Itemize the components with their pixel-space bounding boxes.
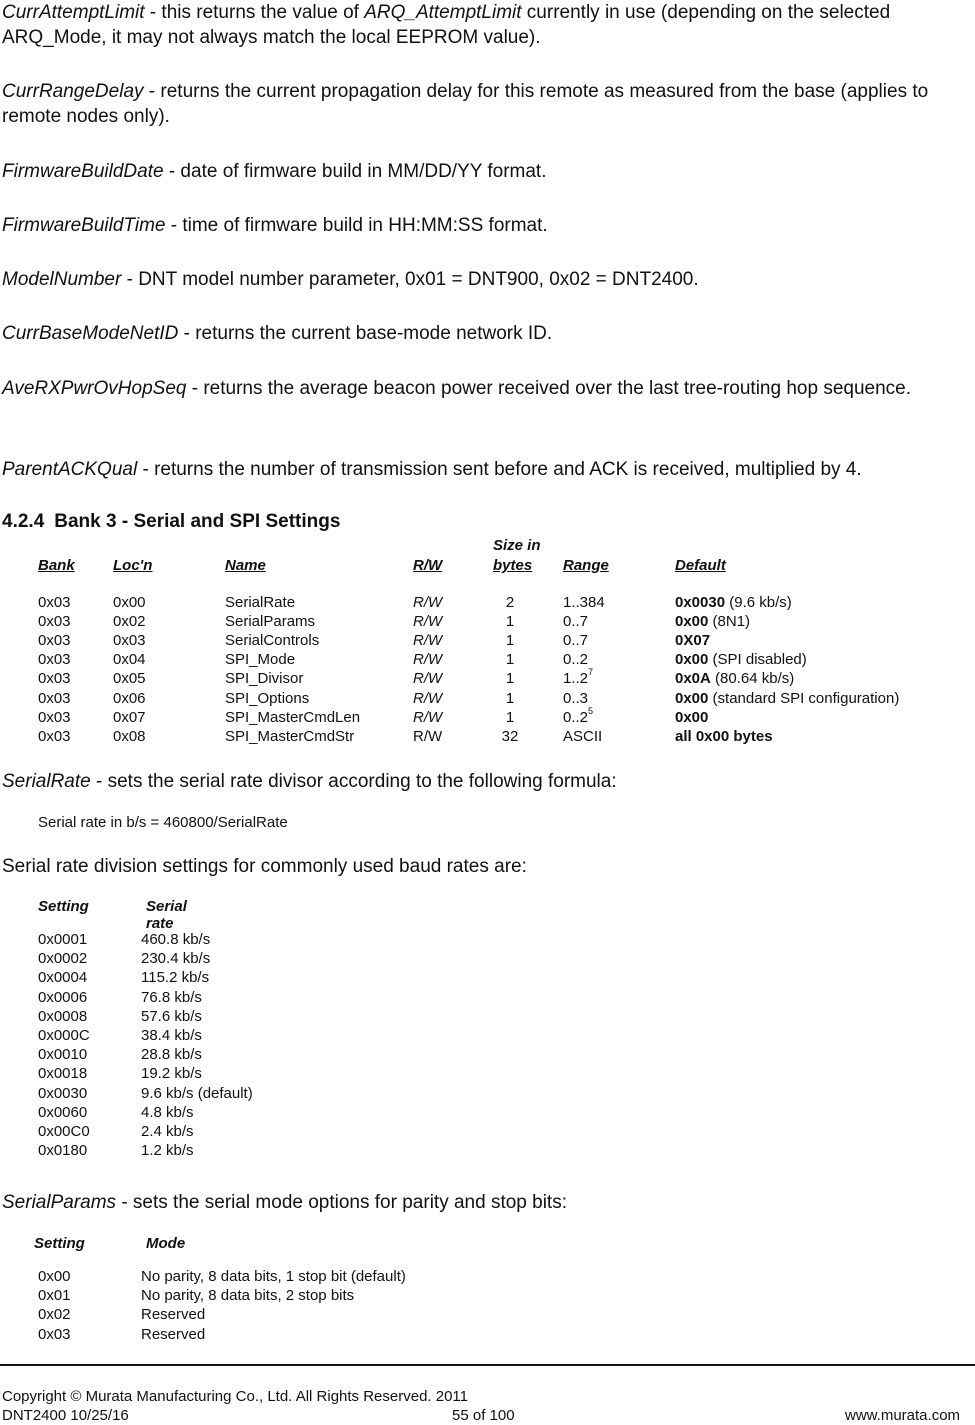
cell-bank: 0x03: [38, 613, 71, 631]
default-value: 0X07: [675, 632, 711, 650]
param-desc: - sets the serial rate divisor according to the following formula:: [90, 771, 617, 792]
cell-bank: 0x03: [38, 651, 71, 669]
cell-name: SPI_Options: [225, 689, 310, 707]
cell-locn: 0x00: [113, 594, 146, 611]
para-parent-ack-qual: [2, 457, 970, 482]
cell-setting: 0x0006: [38, 988, 88, 1006]
footer-divider: [0, 1364, 975, 1366]
param-desc: currently in use (depending on the selected ARQ_Mode, it may not always match the local EEPROM value).: [2, 2, 891, 48]
default-note: (8N1): [708, 613, 751, 631]
default-value: 0x00: [675, 708, 709, 726]
range-value: 0..7: [563, 632, 589, 650]
cell-default: [675, 594, 792, 611]
table-row: [0, 690, 975, 709]
cell-setting: 0x0018: [38, 1065, 88, 1083]
cell-value: 115.2 kb/s: [141, 969, 210, 987]
cell-default: [675, 613, 750, 630]
cell-value: Reserved: [141, 1306, 206, 1324]
param-term: FirmwareBuildDate: [2, 161, 164, 182]
range-value: 0..3: [563, 689, 589, 707]
cell-name: SPI_Mode: [225, 651, 296, 669]
cell-bank: 0x03: [38, 727, 71, 745]
table-row: [0, 667, 975, 689]
header-size-top: Size in: [493, 537, 541, 554]
cell-value: Reserved: [141, 1325, 206, 1343]
cell-range: [563, 667, 594, 688]
param-desc: - date of firmware build in MM/DD/YY format.: [163, 161, 547, 182]
cell-value: 9.6 kb/s (default): [141, 1084, 253, 1102]
cell-size: 2: [505, 594, 515, 611]
footnote-ref: 7: [588, 667, 594, 678]
cell-setting: 0x00: [38, 1268, 71, 1285]
cell-value: 19.2 kb/s: [141, 1065, 202, 1083]
cell-range: [563, 594, 605, 611]
cell-value: 38.4 kb/s: [141, 1027, 202, 1044]
header-setting: Setting: [34, 1235, 85, 1252]
cell-locn: 0x06: [113, 689, 146, 707]
cell-rw: R/W: [413, 613, 443, 631]
serial-rate-formula: Serial rate in b/s = 460800/SerialRate: [38, 814, 288, 831]
param-desc: - returns the number of transmission sent before and ACK is received, multiplied by 4.: [137, 459, 862, 480]
cell-size: 1: [505, 670, 515, 688]
cell-rw: R/W: [413, 670, 443, 688]
cell-rw: R/W: [413, 651, 443, 669]
param-term-ref: ARQ_AttemptLimit: [364, 2, 522, 23]
cell-rw: R/W: [413, 727, 443, 745]
default-value: 0x00: [675, 651, 709, 669]
cell-setting: 0x0008: [38, 1007, 88, 1025]
cell-value: No parity, 8 data bits, 1 stop bit (default): [141, 1268, 406, 1285]
para-curr-base-mode-netid: [2, 321, 970, 346]
section-heading: [2, 511, 340, 533]
param-term: CurrRangeDelay: [2, 81, 144, 102]
para-curr-attempt-limit: [2, 0, 970, 50]
para-firmware-build-time: [2, 213, 970, 238]
cell-locn: 0x07: [113, 708, 146, 726]
header-serial-rate: Serial rate: [146, 898, 187, 932]
para-serial-params: [2, 1190, 970, 1215]
cell-range: [563, 632, 588, 649]
param-term: ModelNumber: [2, 269, 122, 290]
cell-name: SPI_MasterCmdLen: [225, 708, 361, 726]
table-row: [0, 705, 975, 728]
para-firmware-build-date: [2, 159, 970, 184]
cell-value: 1.2 kb/s: [141, 1142, 194, 1160]
default-value: 0x0030: [675, 594, 726, 611]
cell-value: No parity, 8 data bits, 2 stop bits: [141, 1287, 355, 1305]
table-row: [0, 728, 975, 747]
header-setting: Setting: [38, 898, 89, 915]
cell-rw: R/W: [413, 632, 443, 650]
cell-bank: 0x03: [38, 594, 71, 611]
cell-locn: 0x08: [113, 727, 146, 745]
cell-range: [563, 690, 588, 707]
cell-value: 4.8 kb/s: [141, 1103, 194, 1121]
cell-range: [563, 651, 588, 668]
cell-name: SPI_Divisor: [225, 670, 304, 688]
cell-name: SerialParams: [225, 613, 316, 631]
param-desc: - this returns the value of: [144, 2, 365, 23]
param-term: SerialParams: [2, 1192, 117, 1213]
cell-range: [563, 728, 602, 745]
header-bank: Bank: [38, 557, 75, 574]
default-note: (SPI disabled): [708, 651, 807, 669]
cell-default: [675, 728, 773, 745]
footer-page-number: 55 of 100: [452, 1407, 515, 1424]
header-range: Range: [563, 557, 609, 574]
cell-default: [675, 632, 710, 649]
cell-default: [675, 709, 708, 726]
cell-bank: 0x03: [38, 632, 71, 650]
param-desc: - returns the current propagation delay for this remote as measured from the base (applies to remote nodes only).: [2, 81, 929, 127]
cell-name: SerialRate: [225, 594, 296, 611]
param-desc: - time of firmware build in HH:MM:SS format.: [165, 215, 548, 236]
header-locn: Loc'n: [113, 557, 153, 574]
para-ave-rx-pwr: [2, 376, 970, 401]
range-value: ASCII: [563, 727, 603, 745]
cell-setting: 0x02: [38, 1306, 71, 1324]
cell-setting: 0x0010: [38, 1046, 88, 1064]
para-model-number: [2, 267, 970, 292]
table-row: [0, 594, 975, 613]
para-serial-rate: [2, 769, 970, 794]
footnote-ref: 5: [588, 705, 594, 716]
range-value: 1..384: [563, 594, 605, 611]
cell-locn: 0x05: [113, 670, 146, 688]
cell-setting: 0x0180: [38, 1142, 88, 1160]
cell-size: 1: [505, 651, 515, 669]
cell-rw: R/W: [413, 689, 443, 707]
cell-locn: 0x04: [113, 651, 146, 669]
cell-locn: 0x02: [113, 613, 146, 631]
cell-locn: 0x03: [113, 632, 146, 650]
default-value: 0x0A: [675, 670, 711, 688]
cell-default: [675, 651, 807, 668]
footer-doc-id: DNT2400 10/25/16: [2, 1407, 129, 1424]
cell-bank: 0x03: [38, 689, 71, 707]
cell-rw: R/W: [413, 594, 443, 611]
cell-setting: 0x0060: [38, 1103, 88, 1121]
cell-setting: 0x03: [38, 1325, 71, 1343]
cell-value: 76.8 kb/s: [141, 988, 202, 1006]
cell-bank: 0x03: [38, 670, 71, 688]
header-rw: R/W: [413, 557, 443, 574]
footer-website: www.murata.com: [845, 1407, 961, 1424]
cell-size: 32: [501, 727, 519, 745]
cell-size: 1: [505, 708, 515, 726]
param-term: ParentACKQual: [2, 459, 138, 480]
cell-value: 28.8 kb/s: [141, 1046, 202, 1064]
param-desc: - returns the average beacon power received over the last tree-routing hop sequence.: [186, 378, 911, 399]
header-default: Default: [675, 557, 726, 574]
cell-size: 1: [505, 689, 515, 707]
param-term: FirmwareBuildTime: [2, 215, 166, 236]
cell-setting: 0x0002: [38, 950, 88, 968]
cell-setting: 0x0001: [38, 931, 88, 948]
cell-size: 1: [505, 613, 515, 631]
cell-setting: 0x0030: [38, 1084, 88, 1102]
range-value: 1..2: [563, 670, 589, 688]
default-value: 0x00: [675, 689, 709, 707]
cell-default: [675, 690, 899, 707]
cell-value: 2.4 kb/s: [141, 1123, 194, 1140]
cell-value: 460.8 kb/s: [141, 931, 211, 948]
default-value: 0x00: [675, 613, 709, 631]
header-mode: Mode: [146, 1235, 186, 1252]
param-term: AveRXPwrOvHopSeq: [2, 378, 187, 399]
range-value: 0..7: [563, 613, 589, 631]
section-title: Bank 3 - Serial and SPI Settings: [54, 511, 341, 532]
param-term: SerialRate: [2, 771, 91, 792]
section-number: 4.2.4: [2, 511, 45, 532]
cell-default: [675, 670, 794, 687]
table-row: [0, 632, 975, 651]
cell-range: [563, 613, 588, 630]
range-value: 0..2: [563, 651, 589, 669]
param-desc: - DNT model number parameter, 0x01 = DNT900, 0x02 = DNT2400.: [121, 269, 699, 290]
default-note: (9.6 kb/s): [725, 594, 792, 611]
default-value: all 0x00 bytes: [675, 727, 773, 745]
cell-rw: R/W: [413, 708, 443, 726]
para-curr-range-delay: [2, 79, 970, 129]
header-name: Name: [225, 557, 266, 574]
para-division-intro: Serial rate division settings for commonly used baud rates are:: [2, 856, 527, 877]
cell-value: 57.6 kb/s: [141, 1007, 202, 1025]
header-size: bytes: [493, 557, 533, 574]
cell-size: 1: [505, 632, 515, 650]
param-term: CurrBaseModeNetID: [2, 323, 179, 344]
default-note: (80.64 kb/s): [710, 670, 795, 688]
table-row: [0, 613, 975, 632]
cell-bank: 0x03: [38, 708, 71, 726]
cell-setting: 0x01: [38, 1287, 71, 1305]
cell-name: SPI_MasterCmdStr: [225, 727, 355, 745]
cell-setting: 0x000C: [38, 1027, 90, 1044]
cell-setting: 0x0004: [38, 969, 88, 987]
param-term: CurrAttemptLimit: [2, 2, 145, 23]
cell-value: 230.4 kb/s: [141, 950, 211, 968]
param-desc: - sets the serial mode options for parity and stop bits:: [116, 1192, 567, 1213]
table-row: [0, 651, 975, 670]
range-value: 0..2: [563, 708, 589, 726]
cell-range: [563, 705, 594, 726]
cell-setting: 0x00C0: [38, 1123, 90, 1140]
default-note: (standard SPI configuration): [708, 689, 900, 707]
footer-copyright: Copyright © Murata Manufacturing Co., Ltd. All Rights Reserved. 2011: [2, 1388, 469, 1405]
param-desc: - returns the current base-mode network ID.: [178, 323, 553, 344]
cell-name: SerialControls: [225, 632, 320, 650]
